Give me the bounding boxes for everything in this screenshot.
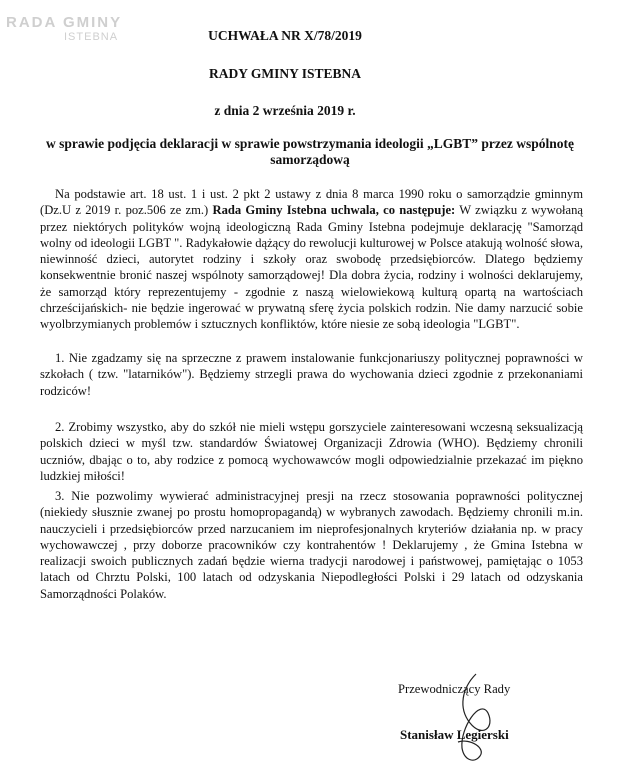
signatory-role: Przewodniczący Rady <box>398 682 511 696</box>
council-name: RADY GMINY ISTEBNA <box>208 66 361 81</box>
point-2: 2. Zrobimy wszystko, aby do szkół nie mieli wstępu gorszyciele zainteresowani wczesną seksualizacją polskich dzieci w myśl tzw. standardów Światowej Organizacji Zdrowia (WHO). Będziemy chronili uczniów, dbając o to, aby rodzice z pomocą wychowawców mogli odpowiedzialnie przekazać im piękno ludzkiej miłości! <box>40 420 583 483</box>
resolution-date: z dnia 2 września 2019 r. <box>214 103 356 118</box>
intro-paragraph <box>40 186 583 333</box>
stamp-line-1: RADA GMINY <box>6 14 123 31</box>
handwritten-signature <box>440 668 510 768</box>
signatory-name: Stanisław Legierski <box>400 727 509 742</box>
resolution-title: UCHWAŁA NR X/78/2019 <box>208 28 362 43</box>
intro-declaration: W związku z wywołaną przez niektórych polityków wojną ideologiczną Rada Gminy Istebna podejmuje deklarację "Samorząd wolny od ideologii LGBT ". Radykałowie dążący do rewolucji kulturowej w Polsce atakują wolność słowa, niewinność dzieci, autorytet rodziny i szkoły oraz swobodę przedsiębiorców. Dlatego będziemy konsekwentnie bronić naszej wspólnoty samorządowej! Dla dobra życia, rodziny i wolności deklarujemy, że samorząd który reprezentujemy - zgodnie z naszą wielowiekową kulturą opartą na wartościach chrześcijańskich- nie będzie ingerować w prywatną sferę życia polskich rodzin. Nie damy narzucić sobie wyolbrzymianych problemów i sztucznych konfliktów, które niesie ze sobą ideologia "LGBT". <box>40 203 583 332</box>
point-1: 1. Nie zgadzamy się na sprzeczne z prawem instalowanie funkcjonariuszy politycznej poprawności w szkołach ( tzw. "latarników"). Będziemy strzegli prawa do wychowania dzieci zgodnie z przekonaniami rodziców! <box>40 351 583 398</box>
resolution-subject: w sprawie podjęcia deklaracji w sprawie powstrzymania ideologii „LGBT” przez wspólnotę samorządową <box>46 136 574 167</box>
intro-legal-basis: Na podstawie art. 18 ust. 1 i ust. 2 pkt 2 ustawy z dnia 8 marca 1990 roku o samorządzie gminnym (Dz.U z 2019 r. poz.506 ze zm.) <box>40 187 583 218</box>
stamp-line-2: ISTEBNA <box>64 31 119 43</box>
intro-enacting-clause: Rada Gminy Istebna uchwala, co następuje: <box>212 203 456 218</box>
point-3: 3. Nie pozwolimy wywierać administracyjnej presji na rzecz stosowania poprawności politycznej (niekiedy słusznie zwanej po prostu homopropagandą) w wybranych zawodach. Będziemy chronili m.in. nauczycieli i przedsiębiorców przed narzucaniem im nieprofesjonalnych kryteriów działania np. w pracy wychowawczej , przy doborze pracowników czy kontrahentów ! Deklarujemy , że Gmina Istebna w realizacji swoich publicznych zadań będzie wierna tradycji narodowej i państwowej, pamiętając o 1053 latach od Chrztu Polski, 100 latach od odzyskania Niepodległości Polski i 29 latach od odzyskania Samorządności Polaków. <box>40 489 583 601</box>
